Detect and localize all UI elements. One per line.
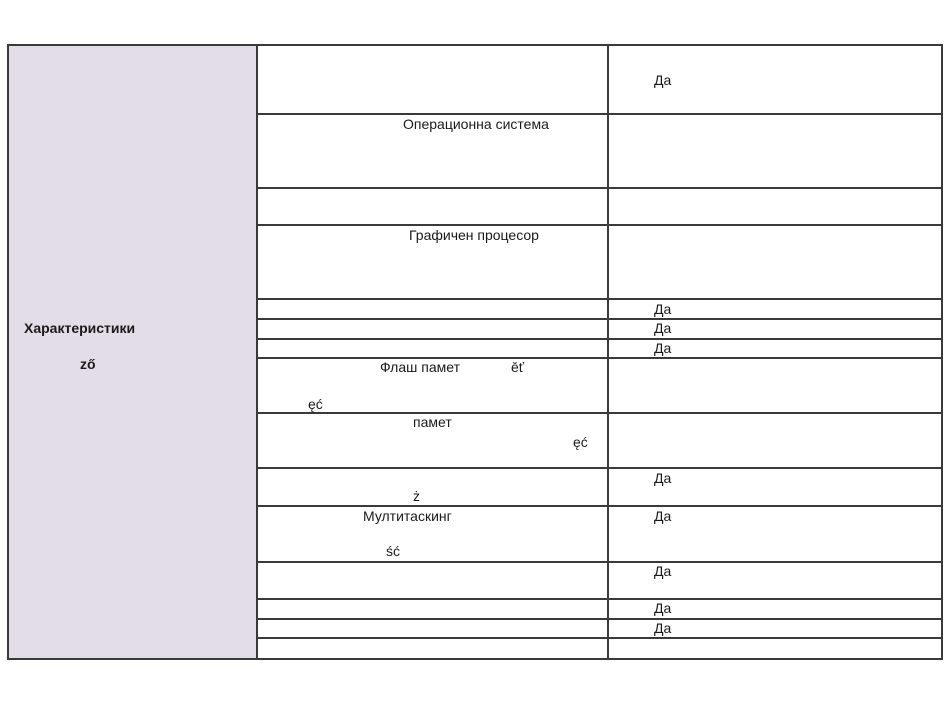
value-cell: Да — [654, 620, 672, 636]
feature-flash-memory: Флаш памет — [380, 359, 460, 375]
feature-multitasking: Мултитаскинг — [363, 508, 452, 524]
value-cell: Да — [654, 563, 672, 579]
row-divider — [257, 505, 942, 507]
row-divider — [257, 338, 942, 340]
value-cell: Да — [654, 508, 672, 524]
feature-memory-note: ęć — [573, 434, 588, 450]
value-cell: Да — [654, 340, 672, 356]
row-divider — [257, 318, 942, 320]
category-subtitle: ző — [80, 356, 96, 372]
feature-graphics-processor: Графичен процесор — [409, 227, 539, 243]
column-divider-2 — [607, 44, 609, 660]
row-divider — [257, 637, 942, 639]
row-divider — [257, 598, 942, 600]
row-divider — [257, 467, 942, 469]
feature-multitasking-note: ść — [386, 543, 400, 559]
feature-flash-memory-note: ęć — [308, 396, 323, 412]
feature-note: ż — [413, 488, 420, 504]
value-cell: Да — [654, 301, 672, 317]
row-divider — [257, 113, 942, 115]
table-left-border — [7, 44, 9, 660]
value-cell: Да — [654, 470, 672, 486]
table-top-border — [8, 44, 942, 46]
row-divider — [257, 357, 942, 359]
value-cell: Да — [654, 320, 672, 336]
column-divider-1 — [256, 44, 258, 660]
table-bottom-border — [8, 658, 942, 660]
feature-operating-system: Операционна система — [403, 116, 549, 132]
row-divider — [257, 412, 942, 414]
category-title: Характеристики — [24, 320, 136, 336]
table-right-border — [941, 44, 943, 660]
category-cell — [8, 45, 257, 659]
row-divider — [257, 618, 942, 620]
value-cell: Да — [654, 600, 672, 616]
row-divider — [257, 187, 942, 189]
feature-memory: памет — [413, 414, 452, 430]
value-cell: Да — [654, 72, 672, 88]
feature-flash-memory-note: ěť — [511, 359, 525, 375]
row-divider — [257, 561, 942, 563]
row-divider — [257, 224, 942, 226]
row-divider — [257, 298, 942, 300]
